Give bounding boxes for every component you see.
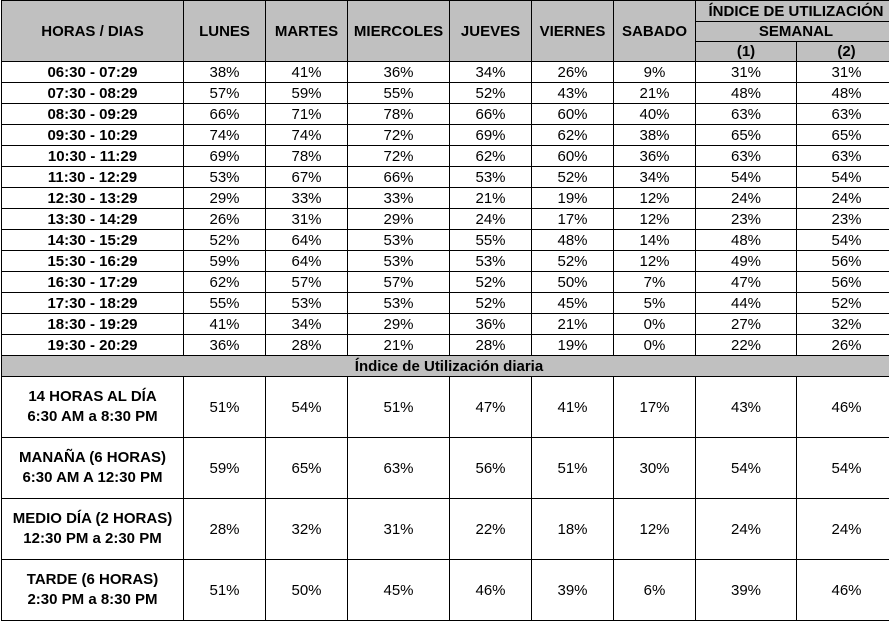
value-cell: 9% <box>614 62 696 83</box>
value-cell: 59% <box>184 251 266 272</box>
value-cell: 28% <box>450 335 532 356</box>
value-cell: 36% <box>614 146 696 167</box>
index-title-header: ÍNDICE DE UTILIZACIÓN <box>696 1 889 22</box>
value-cell: 32% <box>797 314 889 335</box>
value-cell: 7% <box>614 272 696 293</box>
index-col-2-header: (2) <box>797 42 889 62</box>
value-cell: 34% <box>450 62 532 83</box>
hour-range-cell: 11:30 - 12:29 <box>2 167 184 188</box>
value-cell: 69% <box>450 125 532 146</box>
value-cell: 24% <box>797 499 889 560</box>
table-row <box>2 125 889 146</box>
value-cell: 36% <box>184 335 266 356</box>
value-cell: 46% <box>450 560 532 621</box>
value-cell: 71% <box>266 104 348 125</box>
value-cell: 23% <box>797 209 889 230</box>
table-row <box>2 146 889 167</box>
period-rows <box>2 377 889 621</box>
value-cell: 24% <box>797 188 889 209</box>
hour-range-cell: 10:30 - 11:29 <box>2 146 184 167</box>
period-name: 14 HORAS AL DÍA <box>28 388 157 405</box>
table-row <box>2 167 889 188</box>
value-cell: 26% <box>532 62 614 83</box>
value-cell: 66% <box>348 167 450 188</box>
value-cell: 31% <box>266 209 348 230</box>
value-cell: 54% <box>797 438 889 499</box>
value-cell: 44% <box>696 293 797 314</box>
value-cell: 26% <box>184 209 266 230</box>
value-cell: 60% <box>532 146 614 167</box>
value-cell: 54% <box>696 438 797 499</box>
value-cell: 59% <box>266 83 348 104</box>
value-cell: 22% <box>450 499 532 560</box>
utilization-table <box>1 0 889 621</box>
value-cell: 66% <box>184 104 266 125</box>
value-cell: 24% <box>696 499 797 560</box>
value-cell: 21% <box>532 314 614 335</box>
value-cell: 52% <box>532 251 614 272</box>
value-cell: 53% <box>450 167 532 188</box>
value-cell: 41% <box>184 314 266 335</box>
value-cell: 31% <box>348 499 450 560</box>
value-cell: 43% <box>532 83 614 104</box>
value-cell: 74% <box>266 125 348 146</box>
period-time-range: 12:30 PM a 2:30 PM <box>23 530 162 547</box>
value-cell: 29% <box>184 188 266 209</box>
value-cell: 53% <box>184 167 266 188</box>
value-cell: 45% <box>348 560 450 621</box>
hour-range-cell: 08:30 - 09:29 <box>2 104 184 125</box>
value-cell: 72% <box>348 125 450 146</box>
table-row <box>2 209 889 230</box>
value-cell: 63% <box>797 104 889 125</box>
value-cell: 53% <box>348 230 450 251</box>
value-cell: 31% <box>797 62 889 83</box>
value-cell: 18% <box>532 499 614 560</box>
value-cell: 60% <box>532 104 614 125</box>
value-cell: 28% <box>266 335 348 356</box>
value-cell: 52% <box>450 83 532 104</box>
value-cell: 53% <box>348 293 450 314</box>
hour-range-cell: 09:30 - 10:29 <box>2 125 184 146</box>
period-name: MEDIO DÍA (2 HORAS) <box>12 510 173 527</box>
value-cell: 48% <box>532 230 614 251</box>
value-cell: 50% <box>532 272 614 293</box>
hour-range-cell: 14:30 - 15:29 <box>2 230 184 251</box>
value-cell: 32% <box>266 499 348 560</box>
table-row <box>2 293 889 314</box>
daily-section-title: Índice de Utilización diaria <box>2 356 889 377</box>
value-cell: 39% <box>532 560 614 621</box>
value-cell: 27% <box>696 314 797 335</box>
value-cell: 41% <box>532 377 614 438</box>
value-cell: 0% <box>614 335 696 356</box>
value-cell: 23% <box>696 209 797 230</box>
value-cell: 22% <box>696 335 797 356</box>
corner-header: HORAS / DIAS <box>2 1 184 62</box>
table-row <box>2 251 889 272</box>
hour-range-cell: 12:30 - 13:29 <box>2 188 184 209</box>
hourly-rows <box>2 62 889 356</box>
period-row <box>2 438 889 499</box>
value-cell: 57% <box>184 83 266 104</box>
value-cell: 63% <box>797 146 889 167</box>
value-cell: 65% <box>797 125 889 146</box>
index-subtitle-header: SEMANAL <box>696 22 889 42</box>
value-cell: 62% <box>532 125 614 146</box>
day-header-martes: MARTES <box>266 1 348 62</box>
hour-range-cell: 15:30 - 16:29 <box>2 251 184 272</box>
value-cell: 19% <box>532 335 614 356</box>
hour-range-cell: 18:30 - 19:29 <box>2 314 184 335</box>
value-cell: 55% <box>450 230 532 251</box>
value-cell: 47% <box>450 377 532 438</box>
value-cell: 66% <box>450 104 532 125</box>
hour-range-cell: 13:30 - 14:29 <box>2 209 184 230</box>
value-cell: 43% <box>696 377 797 438</box>
value-cell: 53% <box>450 251 532 272</box>
hour-range-cell: 07:30 - 08:29 <box>2 83 184 104</box>
value-cell: 46% <box>797 560 889 621</box>
value-cell: 63% <box>696 146 797 167</box>
day-header-jueves: JUEVES <box>450 1 532 62</box>
value-cell: 38% <box>614 125 696 146</box>
table-row <box>2 62 889 83</box>
value-cell: 29% <box>348 209 450 230</box>
value-cell: 47% <box>696 272 797 293</box>
value-cell: 33% <box>348 188 450 209</box>
value-cell: 56% <box>797 272 889 293</box>
table-row <box>2 335 889 356</box>
period-label-cell <box>2 560 184 621</box>
period-label-cell <box>2 377 184 438</box>
value-cell: 74% <box>184 125 266 146</box>
value-cell: 50% <box>266 560 348 621</box>
value-cell: 14% <box>614 230 696 251</box>
value-cell: 41% <box>266 62 348 83</box>
day-header-sabado: SABADO <box>614 1 696 62</box>
value-cell: 19% <box>532 188 614 209</box>
period-name: TARDE (6 HORAS) <box>26 571 159 588</box>
value-cell: 51% <box>184 377 266 438</box>
value-cell: 6% <box>614 560 696 621</box>
value-cell: 49% <box>696 251 797 272</box>
value-cell: 63% <box>696 104 797 125</box>
value-cell: 24% <box>696 188 797 209</box>
value-cell: 65% <box>266 438 348 499</box>
value-cell: 51% <box>348 377 450 438</box>
value-cell: 12% <box>614 209 696 230</box>
value-cell: 17% <box>532 209 614 230</box>
daily-section <box>2 356 889 377</box>
value-cell: 34% <box>266 314 348 335</box>
period-time-range: 6:30 AM a 8:30 PM <box>27 408 158 425</box>
value-cell: 62% <box>450 146 532 167</box>
value-cell: 54% <box>797 167 889 188</box>
value-cell: 69% <box>184 146 266 167</box>
value-cell: 56% <box>450 438 532 499</box>
hour-range-cell: 06:30 - 07:29 <box>2 62 184 83</box>
value-cell: 72% <box>348 146 450 167</box>
value-cell: 38% <box>184 62 266 83</box>
value-cell: 59% <box>184 438 266 499</box>
value-cell: 30% <box>614 438 696 499</box>
value-cell: 52% <box>532 167 614 188</box>
value-cell: 54% <box>797 230 889 251</box>
value-cell: 5% <box>614 293 696 314</box>
value-cell: 48% <box>797 83 889 104</box>
hour-range-cell: 16:30 - 17:29 <box>2 272 184 293</box>
value-cell: 39% <box>696 560 797 621</box>
day-header-viernes: VIERNES <box>532 1 614 62</box>
index-col-1-header: (1) <box>696 42 797 62</box>
value-cell: 12% <box>614 251 696 272</box>
value-cell: 63% <box>348 438 450 499</box>
value-cell: 54% <box>266 377 348 438</box>
table-row <box>2 83 889 104</box>
table-row <box>2 272 889 293</box>
value-cell: 17% <box>614 377 696 438</box>
value-cell: 46% <box>797 377 889 438</box>
value-cell: 55% <box>184 293 266 314</box>
value-cell: 24% <box>450 209 532 230</box>
day-header-lunes: LUNES <box>184 1 266 62</box>
period-row <box>2 560 889 621</box>
hour-range-cell: 17:30 - 18:29 <box>2 293 184 314</box>
value-cell: 53% <box>266 293 348 314</box>
value-cell: 21% <box>348 335 450 356</box>
value-cell: 54% <box>696 167 797 188</box>
value-cell: 64% <box>266 251 348 272</box>
value-cell: 21% <box>614 83 696 104</box>
table-row <box>2 104 889 125</box>
table-header <box>2 1 889 62</box>
period-label-cell <box>2 438 184 499</box>
value-cell: 28% <box>184 499 266 560</box>
hour-range-cell: 19:30 - 20:29 <box>2 335 184 356</box>
value-cell: 57% <box>266 272 348 293</box>
value-cell: 21% <box>450 188 532 209</box>
value-cell: 34% <box>614 167 696 188</box>
value-cell: 36% <box>348 62 450 83</box>
value-cell: 33% <box>266 188 348 209</box>
period-name: MANAÑA (6 HORAS) <box>19 449 166 466</box>
value-cell: 31% <box>696 62 797 83</box>
value-cell: 0% <box>614 314 696 335</box>
value-cell: 52% <box>450 272 532 293</box>
value-cell: 48% <box>696 230 797 251</box>
value-cell: 57% <box>348 272 450 293</box>
value-cell: 52% <box>797 293 889 314</box>
period-row <box>2 377 889 438</box>
period-time-range: 2:30 PM a 8:30 PM <box>27 591 158 608</box>
value-cell: 64% <box>266 230 348 251</box>
value-cell: 53% <box>348 251 450 272</box>
value-cell: 12% <box>614 188 696 209</box>
value-cell: 52% <box>184 230 266 251</box>
value-cell: 29% <box>348 314 450 335</box>
value-cell: 40% <box>614 104 696 125</box>
value-cell: 78% <box>348 104 450 125</box>
day-header-miercoles: MIERCOLES <box>348 1 450 62</box>
period-label-cell <box>2 499 184 560</box>
value-cell: 52% <box>450 293 532 314</box>
value-cell: 67% <box>266 167 348 188</box>
period-row <box>2 499 889 560</box>
value-cell: 51% <box>532 438 614 499</box>
value-cell: 62% <box>184 272 266 293</box>
value-cell: 55% <box>348 83 450 104</box>
value-cell: 36% <box>450 314 532 335</box>
value-cell: 12% <box>614 499 696 560</box>
table-row <box>2 314 889 335</box>
value-cell: 26% <box>797 335 889 356</box>
period-time-range: 6:30 AM A 12:30 PM <box>22 469 163 486</box>
value-cell: 48% <box>696 83 797 104</box>
value-cell: 78% <box>266 146 348 167</box>
value-cell: 65% <box>696 125 797 146</box>
value-cell: 56% <box>797 251 889 272</box>
table-row <box>2 230 889 251</box>
table-row <box>2 188 889 209</box>
value-cell: 51% <box>184 560 266 621</box>
value-cell: 45% <box>532 293 614 314</box>
